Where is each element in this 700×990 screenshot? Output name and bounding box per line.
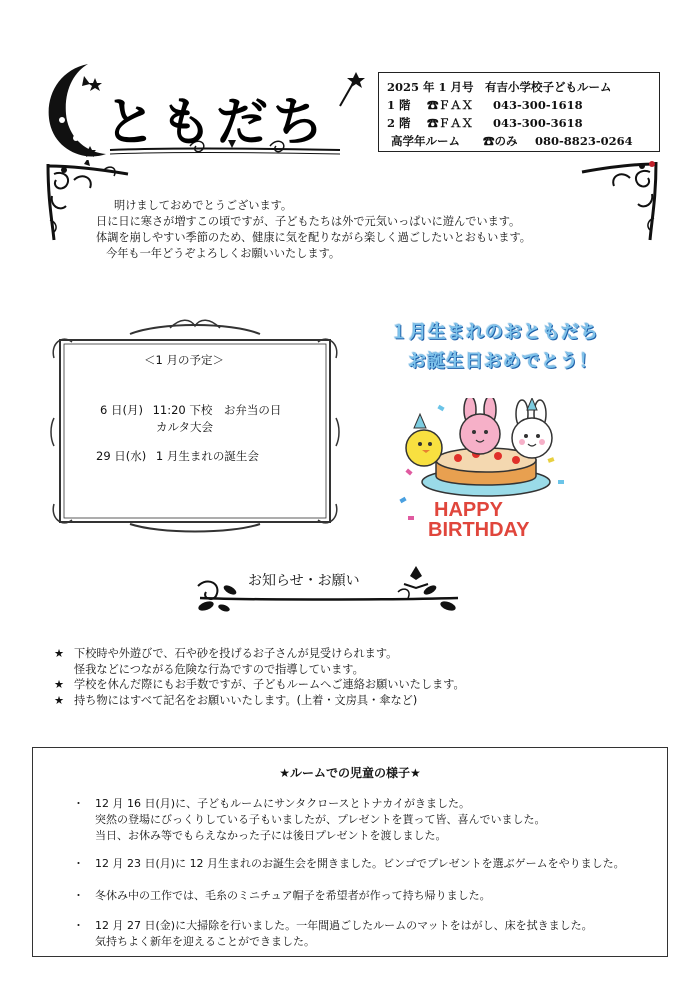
- notice-heading-banner: [190, 562, 465, 614]
- phone-fax-label: ☎ＦＡＸ: [427, 98, 474, 112]
- birthday-cake-icon: [398, 398, 568, 543]
- bullet-icon: ・: [73, 857, 84, 870]
- children-activity-box: [32, 747, 668, 957]
- notice-heading-text: お知らせ・お願い: [248, 573, 360, 589]
- birthday-text: BIRTHDAY: [428, 519, 530, 541]
- notice-item-continuation: 怪我などにつながる危険な行為ですので指導しています。: [74, 662, 364, 676]
- floor1-contact: 1 階 ☎ＦＡＸ 043-300-1618: [387, 98, 583, 112]
- activity-item: ・ 12 月 27 日(金)に大掃除を行いました。一年間過ごしたルームのマットをはがし、床を拭きました。 気持ちよく新年を迎えることができました。: [73, 919, 593, 948]
- masthead: [40, 58, 370, 168]
- activity-item: ・ 冬休み中の工作では、毛糸のミニチュア帽子を希望者が作って持ち帰りました。: [73, 889, 491, 902]
- phone-number: 043-300-1618: [493, 98, 583, 112]
- bullet-icon: ・: [73, 919, 84, 932]
- greeting-line: 体調を崩しやすい季節のため、健康に気を配りながら楽しく過ごしたいとおもいます。: [96, 231, 531, 244]
- issue-line: 2025 年 1 月号 有吉小学校子どもルーム: [387, 80, 612, 94]
- schedule-item: 29 日(水) 1 月生まれの誕生会: [96, 449, 259, 463]
- bullet-icon: ・: [73, 797, 84, 810]
- happy-text: HAPPY: [434, 499, 503, 521]
- schedule-item-detail: カルタ大会: [156, 420, 214, 434]
- notice-item: ★ 下校時や外遊びで、石や砂を投げるお子さんが見受けられます。: [54, 647, 398, 660]
- upper-grade-contact: 高学年ルーム ☎のみ 080-8823-0264: [391, 134, 633, 148]
- bullet-icon: ・: [73, 889, 84, 902]
- schedule-item: 6 日(月) 11:20 下校 お弁当の日: [100, 403, 282, 417]
- notice-item: ★ 持ち物にはすべて記名をお願いいたします。(上着・文房具・傘など): [54, 693, 418, 707]
- star-icon: ★: [54, 693, 65, 707]
- star-icon: ★: [54, 678, 65, 691]
- birthday-heading: １月生まれのおともだち: [390, 322, 599, 343]
- page-title: ともだち: [104, 93, 329, 153]
- schedule-title: ＜1 月の予定＞: [144, 353, 224, 367]
- phone-fax-label: ☎ＦＡＸ: [427, 116, 474, 130]
- children-activity-title: ★ルームでの児童の様子★: [279, 766, 421, 780]
- star-icon: ★: [54, 647, 65, 660]
- activity-item: ・ 12 月 23 日(月)に 12 月生まれのお誕生会を開きました。ビンゴでプレゼントを選ぶゲームをやりました。: [73, 857, 625, 870]
- birthday-greeting: お誕生日おめでとう！: [408, 351, 598, 372]
- activity-item: ・ 12 月 16 日(月)に、子どもルームにサンタクロースとトナカイがきました。 突然の登場にびっくりしている子もいましたが、プレゼントを貰って皆、喜んでいました。 当日、お休み等でもらえなかった子には後日プレゼントを渡しました。: [73, 797, 546, 842]
- greeting-line: 今年も一年どうぞよろしくお願いいたします。: [106, 247, 341, 260]
- floor2-contact: 2 階 ☎ＦＡＸ 043-300-3618: [387, 116, 583, 130]
- greeting-line: 明けましておめでとうございます。: [114, 199, 293, 212]
- notice-list: [54, 646, 654, 708]
- greeting-text: [96, 198, 616, 262]
- contact-info-box: [378, 72, 660, 152]
- notice-item: ★ 学校を休んだ際にもお手数ですが、子どもルームへご連絡お願いいたします。: [54, 678, 465, 691]
- phone-number: 080-8823-0264: [535, 134, 633, 148]
- schedule-panel: [50, 318, 340, 533]
- phone-number: 043-300-3618: [493, 116, 583, 130]
- greeting-line: 日に日に寒さが増すこの頃ですが、子どもたちは外で元気いっぱいに遊んでいます。: [96, 215, 521, 228]
- birthday-illustration: [398, 398, 568, 543]
- phone-only-label: ☎のみ: [483, 134, 518, 148]
